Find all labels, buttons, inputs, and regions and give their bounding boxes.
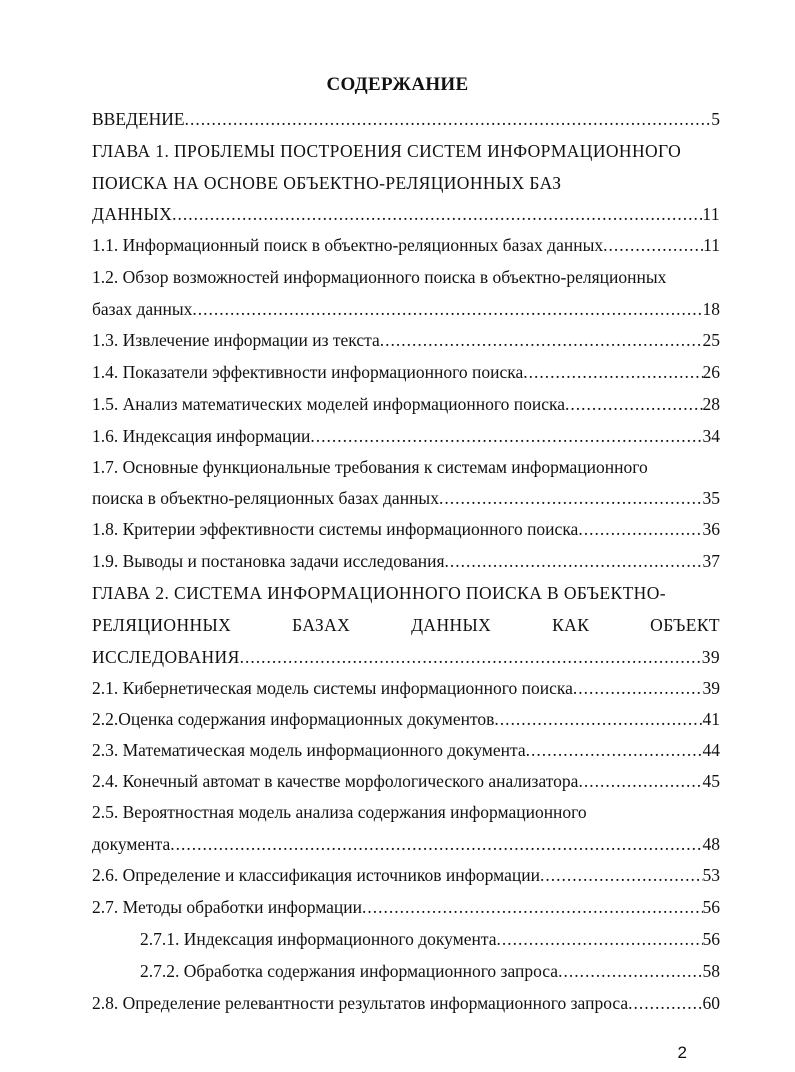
toc-entry-2-8	[92, 990, 720, 1016]
toc-label: 2.3. Математическая модель информационного документа	[92, 740, 526, 760]
toc-label: 1.1. Информационный поиск в объектно-реляционных базах данных	[92, 235, 604, 255]
toc-page: 39	[702, 678, 720, 698]
toc-entry-1-2	[92, 296, 720, 322]
chapter1-heading-line2: ПОИСКА НА ОСНОВЕ ОБЪЕКТНО-РЕЛЯЦИОННЫХ БАЗ	[92, 173, 562, 193]
chapter2-heading-line2	[92, 612, 720, 638]
toc-entry-1-6	[92, 423, 720, 449]
toc-page: 44	[702, 740, 720, 760]
toc-label: ВВЕДЕНИЕ	[92, 109, 185, 129]
heading-word: ДАННЫХ	[411, 615, 492, 635]
toc-page: 37	[702, 551, 720, 571]
toc-entry-2-2	[92, 706, 720, 732]
toc-label: 2.7.2. Обработка содержания информационного запроса	[140, 961, 559, 981]
toc-entry-2-5	[92, 831, 720, 857]
toc-entry-1-3	[92, 327, 720, 353]
toc-entry-1-5	[92, 391, 720, 417]
toc-label: 1.4. Показатели эффективности информационного поиска	[92, 362, 524, 382]
toc-label: документа	[92, 834, 171, 854]
toc-label: 1.3. Извлечение информации из текста	[92, 330, 380, 350]
toc-page: 36	[702, 519, 720, 539]
heading-word: РЕЛЯЦИОННЫХ	[92, 615, 232, 635]
toc-page: 39	[701, 647, 720, 667]
toc-entry-intro	[92, 106, 720, 132]
toc-label: 2.8. Определение релевантности результатов информационного запроса	[92, 993, 629, 1013]
page-title: СОДЕРЖАНИЕ	[326, 74, 469, 95]
toc-page: 26	[702, 362, 720, 382]
toc-entry-1-2-line1: 1.2. Обзор возможностей информационного поиска в объектно-реляционных	[92, 267, 667, 287]
toc-entry-2-6	[92, 862, 720, 888]
toc-page: 56	[702, 929, 720, 949]
toc-label: базах данных	[92, 299, 193, 319]
toc-label: 2.1. Кибернетическая модель системы информационного поиска	[92, 678, 573, 698]
toc-page: 58	[702, 961, 720, 981]
toc-page: 35	[702, 488, 720, 508]
toc-page: 25	[702, 330, 720, 350]
toc-label: 1.9. Выводы и постановка задачи исследования	[92, 551, 445, 571]
page-number: 2	[677, 1043, 687, 1062]
toc-entry-chapter1	[92, 201, 720, 227]
toc-entry-2-3	[92, 737, 720, 763]
toc-label: ИССЛЕДОВАНИЯ	[92, 647, 240, 667]
toc-entry-1-1	[92, 232, 720, 258]
toc-page: 5	[711, 109, 720, 129]
toc-page: 11	[703, 235, 720, 255]
toc-entry-2-5-line1: 2.5. Вероятностная модель анализа содержания информационного	[92, 802, 587, 822]
toc-entry-2-1	[92, 675, 720, 701]
toc-entry-chapter2	[92, 644, 720, 670]
heading-word: КАК	[552, 615, 590, 635]
toc-label: 1.5. Анализ математических моделей информационного поиска	[92, 394, 566, 414]
toc-entry-1-9	[92, 548, 720, 574]
toc-page: 56	[702, 897, 720, 917]
toc-page: 11	[702, 204, 720, 224]
toc-entry-2-4	[92, 768, 720, 794]
toc-page: 34	[702, 426, 720, 446]
toc-entry-2-7	[92, 894, 720, 920]
heading-word: ОБЪЕКТ	[650, 615, 720, 635]
toc-page: 28	[702, 394, 720, 414]
toc-page: 53	[702, 865, 720, 885]
toc-entry-2-7-1	[140, 926, 720, 952]
toc-page: 60	[702, 993, 720, 1013]
toc-label: 2.7. Методы обработки информации	[92, 897, 363, 917]
toc-label: 1.6. Индексация информации	[92, 426, 311, 446]
toc-label: поиска в объектно-реляционных базах данных	[92, 488, 439, 508]
toc-entry-1-7-line1: 1.7. Основные функциональные требования к системам информационного	[92, 457, 648, 477]
toc-entry-1-7	[92, 485, 720, 511]
toc-page: 48	[702, 834, 720, 854]
toc-label: 2.6. Определение и классификация источников информации	[92, 865, 540, 885]
toc-entry-1-8	[92, 516, 720, 542]
toc-label: 2.2.Оценка содержания информационных документов	[92, 709, 495, 729]
toc-label: 2.4. Конечный автомат в качестве морфологического анализатора	[92, 771, 579, 791]
toc-page: 41	[702, 709, 720, 729]
heading-word: БАЗАХ	[292, 615, 351, 635]
toc-page: 18	[702, 299, 720, 319]
toc-page: 45	[702, 771, 720, 791]
toc-label: 2.7.1. Индексация информационного документа	[140, 929, 497, 949]
toc-entry-2-7-2	[140, 958, 720, 984]
toc-entry-1-4	[92, 359, 720, 385]
chapter2-heading-line1: ГЛАВА 2. СИСТЕМА ИНФОРМАЦИОННОГО ПОИСКА В ОБЪЕКТНО-	[92, 583, 666, 603]
toc-label: 1.8. Критерии эффективности системы информационного поиска	[92, 519, 579, 539]
toc-label: ДАННЫХ	[92, 204, 173, 224]
chapter1-heading-line1: ГЛАВА 1. ПРОБЛЕМЫ ПОСТРОЕНИЯ СИСТЕМ ИНФОРМАЦИОННОГО	[92, 141, 682, 161]
